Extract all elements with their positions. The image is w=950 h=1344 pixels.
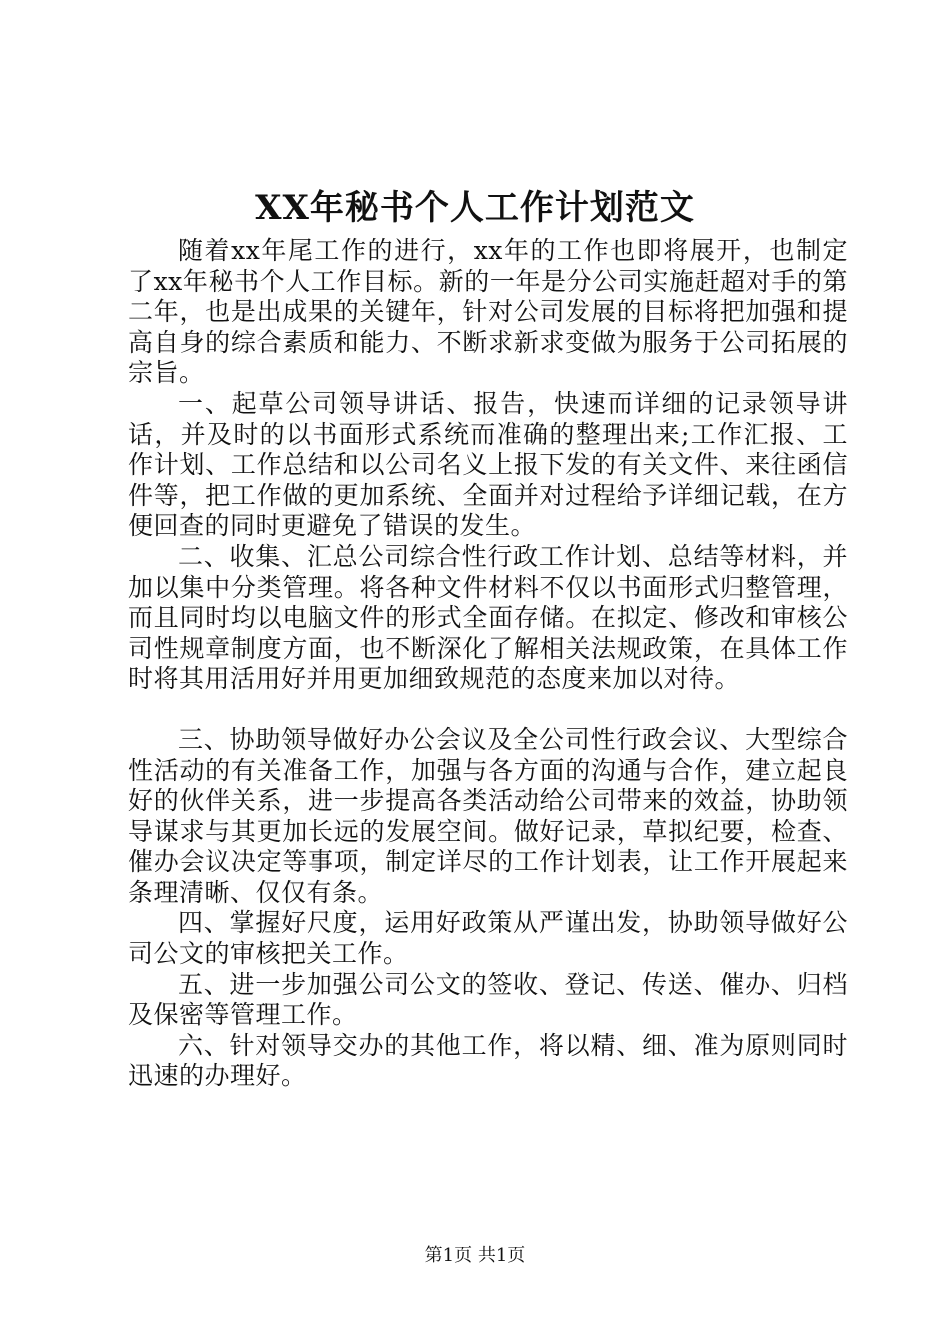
paragraph-intro: 随着xx年尾工作的进行，xx年的工作也即将展开，也制定了xx年秘书个人工作目标。新的一年是分公司实施赶超对手的第二年，也是出成果的关键年，针对公司发展的目标将把加强和提高自身的综合素质和能力、不断求新求变做为服务于公司拓展的宗旨。 — [128, 236, 848, 388]
paragraph-item-5: 五、进一步加强公司公文的签收、登记、传送、催办、归档及保密等管理工作。 — [128, 969, 848, 1030]
document-body — [128, 236, 848, 1092]
page-title: XX年秘书个人工作计划范文 — [255, 188, 695, 228]
paragraph-item-1: 一、起草公司领导讲话、报告，快速而详细的记录领导讲话，并及时的以书面形式系统而准确的整理出来;工作汇报、工作计划、工作总结和以公司名义上报下发的有关文件、来往函信件等，把工作做的更加系统、全面并对过程给予详细记载，在方便回查的同时更避免了错误的发生。 — [128, 388, 848, 541]
paragraph-item-4: 四、掌握好尺度，运用好政策从严谨出发，协助领导做好公司公文的审核把关工作。 — [128, 908, 848, 969]
paragraph-item-6: 六、针对领导交办的其他工作，将以精、细、准为原则同时迅速的办理好。 — [128, 1030, 848, 1091]
paragraph-item-2: 二、收集、汇总公司综合性行政工作计划、总结等材料，并加以集中分类管理。将各种文件材料不仅以书面形式归整管理，而且同时均以电脑文件的形式全面存储。在拟定、修改和审核公司性规章制度方面，也不断深化了解相关法规政策，在具体工作时将其用活用好并用更加细致规范的态度来加以对待。 — [128, 541, 848, 694]
paragraph-item-3: 三、协助领导做好办公会议及全公司性行政会议、大型综合性活动的有关准备工作，加强与各方面的沟通与合作，建立起良好的伙伴关系，进一步提高各类活动给公司带来的效益，协助领导谋求与其更加长远的发展空间。做好记录，草拟纪要，检查、催办会议决定等事项，制定详尽的工作计划表，让工作开展起来条理清晰、仅仅有条。 — [128, 724, 848, 907]
page-number-footer: 第1页 共1页 — [424, 1245, 526, 1266]
